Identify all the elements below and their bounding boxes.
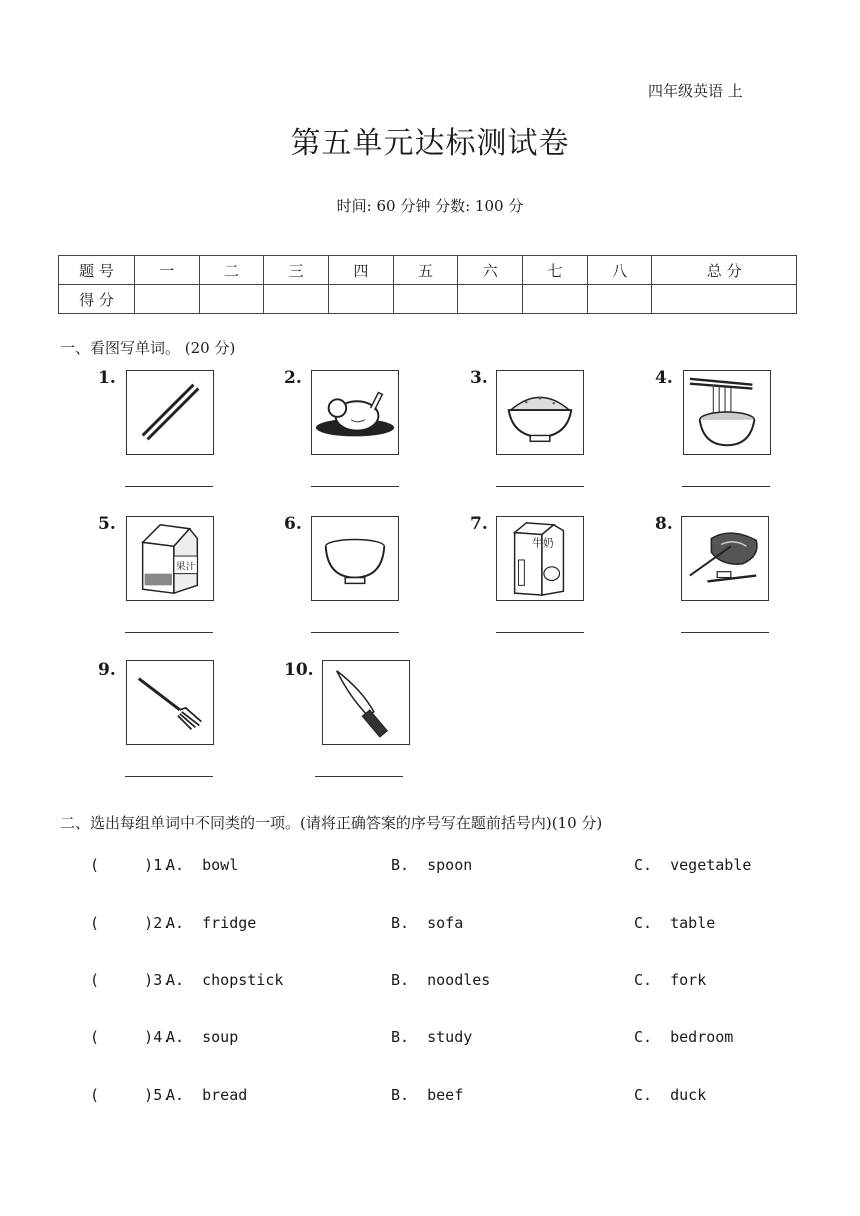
- answer-blank[interactable]: [311, 486, 399, 487]
- roast-chicken-icon: [311, 370, 399, 455]
- item-number: 5.: [98, 514, 116, 534]
- item-number: 8.: [655, 514, 673, 534]
- option-b: B. noodles: [391, 971, 491, 989]
- section1-heading: 一、看图写单词。 (20 分): [60, 339, 236, 357]
- option-a: A. soup: [166, 1028, 239, 1046]
- answer-paren[interactable]: ( )1.: [90, 856, 172, 874]
- score-table-cell: 三: [264, 256, 329, 285]
- score-table-cell: 六: [458, 256, 523, 285]
- score-table-cell: 八: [587, 256, 652, 285]
- bowl-icon: [311, 516, 399, 601]
- option-c: C. duck: [634, 1086, 707, 1104]
- score-table-cell: 七: [523, 256, 588, 285]
- answer-blank[interactable]: [681, 632, 769, 633]
- option-c: C. table: [634, 914, 716, 932]
- option-a: A. chopstick: [166, 971, 284, 989]
- score-table: [58, 255, 797, 314]
- score-table-header-row: [59, 256, 797, 285]
- option-b: B. beef: [391, 1086, 464, 1104]
- rice-bowl-icon: [496, 370, 584, 455]
- item-number: 1.: [98, 368, 116, 388]
- printed-label: 果汁: [175, 561, 196, 573]
- knife-icon: [322, 660, 410, 745]
- question-row: [0, 914, 860, 936]
- score-table-cell: 五: [393, 256, 458, 285]
- score-input-cell[interactable]: [393, 285, 458, 314]
- question-row: [0, 971, 860, 993]
- page-title: 第五单元达标测试卷: [290, 126, 570, 161]
- item-number: 10.: [284, 660, 314, 680]
- answer-blank[interactable]: [311, 632, 399, 633]
- score-table-cell: 总 分: [652, 256, 797, 285]
- score-input-cell[interactable]: [458, 285, 523, 314]
- score-table-cell: 二: [199, 256, 264, 285]
- noodles-icon: [683, 370, 771, 455]
- answer-paren[interactable]: ( )5.: [90, 1086, 172, 1104]
- score-input-cell[interactable]: [135, 285, 200, 314]
- item-number: 4.: [655, 368, 673, 388]
- score-table-cell: 四: [329, 256, 394, 285]
- time-score-info: 时间: 60 分钟 分数: 100 分: [336, 197, 524, 215]
- section2-heading: 二、选出每组单词中不同类的一项。(请将正确答案的序号写在题前括号内)(10 分): [60, 814, 603, 832]
- item-number: 6.: [284, 514, 302, 534]
- question-row: [0, 1086, 860, 1108]
- grade-label: 四年级英语 上: [648, 82, 743, 100]
- answer-blank[interactable]: [496, 632, 584, 633]
- item-number: 7.: [470, 514, 488, 534]
- option-c: C. vegetable: [634, 856, 752, 874]
- answer-blank[interactable]: [496, 486, 584, 487]
- score-input-cell[interactable]: [264, 285, 329, 314]
- answer-blank[interactable]: [125, 632, 213, 633]
- option-c: C. fork: [634, 971, 707, 989]
- answer-blank[interactable]: [315, 776, 403, 777]
- answer-blank[interactable]: [125, 776, 213, 777]
- score-table-cell: 得 分: [59, 285, 135, 314]
- option-b: B. study: [391, 1028, 473, 1046]
- score-input-cell[interactable]: [523, 285, 588, 314]
- item-number: 3.: [470, 368, 488, 388]
- item-number: 2.: [284, 368, 302, 388]
- beef-icon: [681, 516, 769, 601]
- juice-carton-icon: [126, 516, 214, 601]
- option-b: B. sofa: [391, 914, 464, 932]
- question-row: [0, 1028, 860, 1050]
- score-table-score-row: [59, 285, 797, 314]
- printed-label: 牛奶: [532, 536, 554, 550]
- score-input-cell[interactable]: [199, 285, 264, 314]
- option-a: A. bowl: [166, 856, 239, 874]
- item-number: 9.: [98, 660, 116, 680]
- option-c: C. bedroom: [634, 1028, 734, 1046]
- score-table-cell: 题 号: [59, 256, 135, 285]
- milk-carton-icon: [496, 516, 584, 601]
- question-row: [0, 856, 860, 878]
- score-input-cell[interactable]: [652, 285, 797, 314]
- score-input-cell[interactable]: [587, 285, 652, 314]
- answer-blank[interactable]: [682, 486, 770, 487]
- score-input-cell[interactable]: [329, 285, 394, 314]
- option-a: A. fridge: [166, 914, 257, 932]
- chopsticks-icon: [126, 370, 214, 455]
- answer-paren[interactable]: ( )3.: [90, 971, 172, 989]
- answer-blank[interactable]: [125, 486, 213, 487]
- option-b: B. spoon: [391, 856, 473, 874]
- score-table-cell: 一: [135, 256, 200, 285]
- answer-paren[interactable]: ( )4.: [90, 1028, 172, 1046]
- fork-icon: [126, 660, 214, 745]
- option-a: A. bread: [166, 1086, 248, 1104]
- answer-paren[interactable]: ( )2.: [90, 914, 172, 932]
